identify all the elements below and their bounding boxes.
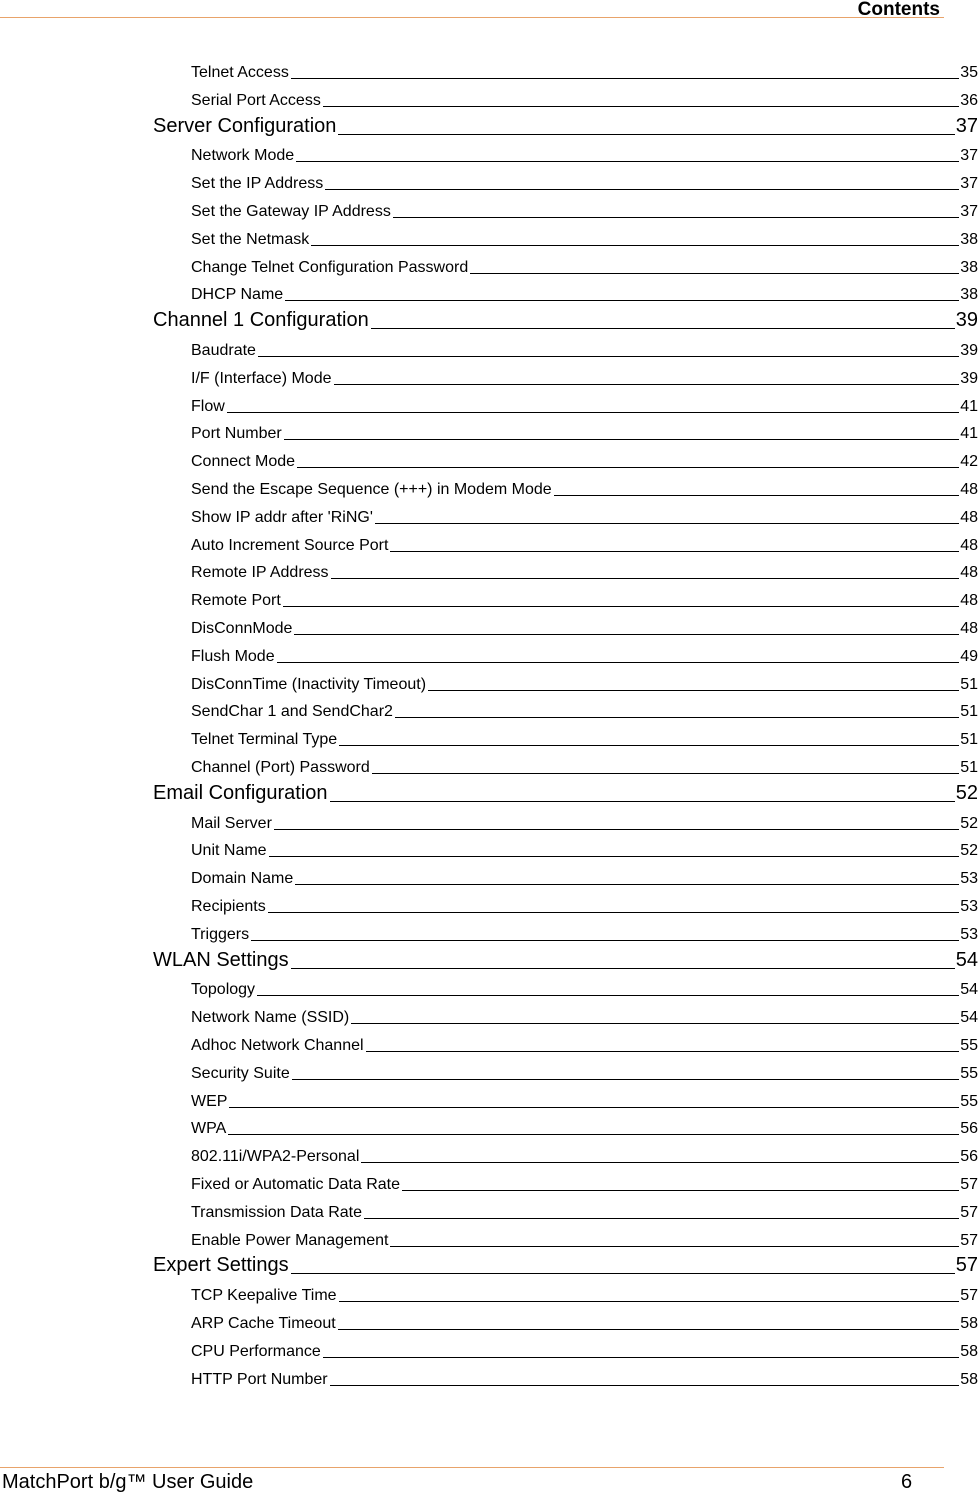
toc-entry-label: WEP xyxy=(191,1092,228,1110)
toc-leader-line xyxy=(227,412,959,413)
toc-entry-page: 51 xyxy=(960,731,978,749)
toc-entry-label: Adhoc Network Channel xyxy=(191,1037,364,1054)
toc-leader-line xyxy=(339,1301,960,1302)
toc-entry-label: Server Configuration xyxy=(153,114,337,137)
toc-subsection-entry[interactable] xyxy=(191,721,978,749)
toc-entry-page: 37 xyxy=(960,175,978,193)
toc-entry-label: Set the Gateway IP Address xyxy=(191,203,391,220)
toc-entry-page: 54 xyxy=(955,948,978,971)
toc-entry-page: 37 xyxy=(960,147,978,165)
toc-leader-line xyxy=(371,328,955,329)
toc-section-entry[interactable] xyxy=(153,110,978,138)
toc-leader-line xyxy=(274,829,959,830)
toc-entry-label: Flow xyxy=(191,397,225,415)
toc-entry-label: Remote IP Address xyxy=(191,564,329,582)
toc-leader-line xyxy=(323,106,959,107)
toc-subsection-entry[interactable] xyxy=(191,693,978,721)
toc-entry-label: Topology xyxy=(191,981,256,999)
toc-entry-label: Telnet Access xyxy=(191,64,289,81)
header-rule xyxy=(0,17,944,18)
toc-entry-label: TCP Keepalive Time xyxy=(191,1287,337,1305)
toc-subsection-entry[interactable] xyxy=(191,832,978,860)
toc-entry-page: 39 xyxy=(960,342,978,359)
toc-entry-page: 42 xyxy=(960,453,978,471)
toc-entry-page: 48 xyxy=(960,592,978,610)
toc-leader-line xyxy=(269,856,960,857)
toc-leader-line xyxy=(325,189,959,190)
toc-entry-label: HTTP Port Number xyxy=(191,1370,328,1388)
toc-entry-label: SendChar 1 and SendChar2 xyxy=(191,703,393,721)
toc-entry-page: 41 xyxy=(960,397,978,415)
toc-leader-line xyxy=(428,690,959,691)
toc-entry-label: Remote Port xyxy=(191,592,281,610)
toc-entry-label: Domain Name xyxy=(191,870,294,888)
toc-entry-page: 48 xyxy=(960,564,978,582)
toc-entry-page: 52 xyxy=(955,781,978,804)
toc-subsection-entry[interactable] xyxy=(191,1277,978,1305)
toc-leader-line xyxy=(366,1051,960,1052)
toc-entry-page: 55 xyxy=(960,1092,978,1110)
footer-rule xyxy=(0,1467,944,1468)
toc-entry-label: WLAN Settings xyxy=(153,948,289,971)
toc-leader-line xyxy=(402,1190,959,1191)
toc-leader-line xyxy=(361,1162,959,1163)
toc-leader-line xyxy=(393,217,959,218)
toc-entry-label: Port Number xyxy=(191,425,282,443)
toc-entry-page: 41 xyxy=(960,425,978,443)
toc-entry-label: Enable Power Management xyxy=(191,1231,389,1249)
toc-entry-page: 53 xyxy=(960,925,978,943)
toc-subsection-entry[interactable] xyxy=(191,582,978,610)
toc-entry-label: Auto Increment Source Port xyxy=(191,536,389,554)
toc-entry-label: DHCP Name xyxy=(191,286,284,304)
toc-subsection-entry[interactable] xyxy=(191,360,978,388)
toc-leader-line xyxy=(470,273,959,274)
toc-subsection-entry[interactable] xyxy=(191,193,978,221)
toc-subsection-entry[interactable] xyxy=(191,805,978,833)
toc-entry-label: 802.11i/WPA2-Personal xyxy=(191,1148,360,1166)
toc-entry-page: 51 xyxy=(960,703,978,721)
toc-subsection-entry[interactable] xyxy=(191,1166,978,1194)
toc-entry-page: 38 xyxy=(960,230,978,248)
toc-entry-label: Network Mode xyxy=(191,147,295,165)
toc-entry-page: 37 xyxy=(955,114,978,137)
toc-leader-line xyxy=(375,523,959,524)
toc-entry-page: 58 xyxy=(960,1370,978,1388)
toc-subsection-entry[interactable] xyxy=(191,1222,978,1250)
toc-entry-page: 57 xyxy=(955,1254,978,1277)
toc-entry-label: Network Name (SSID) xyxy=(191,1009,350,1027)
toc-leader-line xyxy=(277,662,960,663)
toc-leader-line xyxy=(295,884,959,885)
toc-leader-line xyxy=(390,1246,959,1247)
toc-leader-line xyxy=(297,467,959,468)
toc-entry-label: Channel 1 Configuration xyxy=(153,309,369,332)
footer-page-number: 6 xyxy=(901,1471,913,1493)
toc-subsection-entry[interactable] xyxy=(191,332,978,360)
toc-subsection-entry[interactable] xyxy=(191,388,978,416)
toc-subsection-entry[interactable] xyxy=(191,610,978,638)
toc-entry-page: 52 xyxy=(960,814,978,832)
toc-subsection-entry[interactable] xyxy=(191,1027,978,1055)
toc-entry-label: ARP Cache Timeout xyxy=(191,1315,336,1332)
toc-entry-page: 36 xyxy=(960,91,978,109)
toc-entry-page: 57 xyxy=(960,1231,978,1249)
toc-entry-page: 37 xyxy=(960,203,978,220)
toc-subsection-entry[interactable] xyxy=(191,443,978,471)
toc-subsection-entry[interactable] xyxy=(191,415,978,443)
toc-entry-page: 53 xyxy=(960,898,978,915)
toc-entry-page: 58 xyxy=(960,1342,978,1360)
toc-leader-line xyxy=(251,940,959,941)
footer-document-title: MatchPort b/g™ User Guide xyxy=(2,1471,254,1493)
toc-entry-page: 56 xyxy=(960,1148,978,1166)
toc-leader-line xyxy=(228,1134,959,1135)
toc-leader-line xyxy=(334,384,960,385)
toc-entry-label: Security Suite xyxy=(191,1064,290,1082)
toc-leader-line xyxy=(229,1107,959,1108)
toc-entry-label: DisConnMode xyxy=(191,620,293,637)
toc-leader-line xyxy=(294,634,959,635)
toc-leader-line xyxy=(395,717,959,718)
toc-entry-label: I/F (Interface) Mode xyxy=(191,369,332,387)
toc-entry-page: 55 xyxy=(960,1037,978,1054)
toc-entry-label: Show IP addr after 'RiNG' xyxy=(191,508,373,526)
toc-subsection-entry[interactable] xyxy=(191,1361,978,1389)
toc-entry-label: Transmission Data Rate xyxy=(191,1203,363,1221)
toc-subsection-entry[interactable] xyxy=(191,276,978,304)
toc-entry-label: Fixed or Automatic Data Rate xyxy=(191,1176,400,1193)
toc-entry-page: 56 xyxy=(960,1120,978,1138)
toc-entry-page: 55 xyxy=(960,1064,978,1082)
toc-subsection-entry[interactable] xyxy=(191,165,978,193)
toc-entry-page: 35 xyxy=(960,64,978,81)
toc-entry-label: CPU Performance xyxy=(191,1342,321,1360)
toc-entry-page: 39 xyxy=(960,369,978,387)
toc-subsection-entry[interactable] xyxy=(191,999,978,1027)
toc-entry-page: 57 xyxy=(960,1287,978,1305)
toc-entry-label: Triggers xyxy=(191,925,250,943)
toc-subsection-entry[interactable] xyxy=(191,82,978,110)
toc-leader-line xyxy=(285,300,959,301)
toc-entry-label: Connect Mode xyxy=(191,453,296,471)
toc-subsection-entry[interactable] xyxy=(191,1194,978,1222)
toc-subsection-entry[interactable] xyxy=(191,666,978,694)
toc-subsection-entry[interactable] xyxy=(191,137,978,165)
toc-entry-label: Email Configuration xyxy=(153,781,328,804)
toc-entry-page: 48 xyxy=(960,508,978,526)
toc-subsection-entry[interactable] xyxy=(191,1305,978,1333)
toc-leader-line xyxy=(296,161,959,162)
toc-subsection-entry[interactable] xyxy=(191,916,978,944)
toc-entry-label: DisConnTime (Inactivity Timeout) xyxy=(191,675,427,693)
toc-leader-line xyxy=(351,1023,959,1024)
toc-leader-line xyxy=(372,773,959,774)
toc-entry-page: 39 xyxy=(955,309,978,332)
toc-subsection-entry[interactable] xyxy=(191,1083,978,1111)
toc-leader-line xyxy=(257,995,959,996)
toc-subsection-entry[interactable] xyxy=(191,638,978,666)
toc-subsection-entry[interactable] xyxy=(191,221,978,249)
toc-subsection-entry[interactable] xyxy=(191,1055,978,1083)
toc-subsection-entry[interactable] xyxy=(191,249,978,277)
toc-leader-line xyxy=(291,968,955,969)
toc-leader-line xyxy=(283,606,959,607)
toc-entry-label: Baudrate xyxy=(191,342,256,359)
toc-subsection-entry[interactable] xyxy=(191,1333,978,1361)
toc-subsection-entry[interactable] xyxy=(191,971,978,999)
toc-leader-line xyxy=(330,801,955,802)
toc-subsection-entry[interactable] xyxy=(191,527,978,555)
toc-subsection-entry[interactable] xyxy=(191,1138,978,1166)
toc-leader-line xyxy=(339,745,959,746)
toc-leader-line xyxy=(338,134,954,135)
toc-leader-line xyxy=(284,439,960,440)
toc-entry-page: 57 xyxy=(960,1203,978,1221)
toc-leader-line xyxy=(364,1218,959,1219)
toc-entry-page: 48 xyxy=(960,536,978,554)
toc-entry-page: 57 xyxy=(960,1176,978,1193)
toc-entry-label: Expert Settings xyxy=(153,1254,289,1277)
toc-entry-label: Flush Mode xyxy=(191,647,275,665)
toc-entry-page: 54 xyxy=(960,1009,978,1027)
toc-entry-page: 58 xyxy=(960,1315,978,1332)
toc-section-entry[interactable] xyxy=(153,944,978,972)
toc-entry-label: Telnet Terminal Type xyxy=(191,731,338,749)
toc-leader-line xyxy=(338,1329,960,1330)
toc-entry-label: Change Telnet Configuration Password xyxy=(191,258,469,276)
toc-entry-label: Unit Name xyxy=(191,842,267,860)
toc-section-entry[interactable] xyxy=(153,304,978,332)
toc-entry-page: 51 xyxy=(960,675,978,693)
toc-entry-page: 49 xyxy=(960,647,978,665)
toc-leader-line xyxy=(292,1079,959,1080)
toc-leader-line xyxy=(323,1357,959,1358)
toc-subsection-entry[interactable] xyxy=(191,554,978,582)
toc-entry-label: Serial Port Access xyxy=(191,91,321,109)
toc-leader-line xyxy=(258,356,959,357)
toc-section-entry[interactable] xyxy=(153,1249,978,1277)
toc-subsection-entry[interactable] xyxy=(191,54,978,82)
toc-entry-label: Set the IP Address xyxy=(191,175,324,193)
toc-leader-line xyxy=(554,495,960,496)
toc-subsection-entry[interactable] xyxy=(191,888,978,916)
toc-subsection-entry[interactable] xyxy=(191,749,978,777)
toc-entry-page: 52 xyxy=(960,842,978,860)
toc-leader-line xyxy=(330,1385,960,1386)
page-header-title: Contents xyxy=(857,0,940,20)
toc-subsection-entry[interactable] xyxy=(191,499,978,527)
toc-entry-page: 51 xyxy=(960,759,978,776)
toc-leader-line xyxy=(311,245,959,246)
toc-entry-label: Mail Server xyxy=(191,814,272,832)
toc-entry-label: WPA xyxy=(191,1120,227,1138)
toc-entry-page: 54 xyxy=(960,981,978,999)
toc-section-entry[interactable] xyxy=(153,777,978,805)
toc-entry-page: 38 xyxy=(960,258,978,276)
toc-leader-line xyxy=(268,912,960,913)
toc-leader-line xyxy=(291,1273,955,1274)
toc-entry-label: Recipients xyxy=(191,898,266,915)
toc-subsection-entry[interactable] xyxy=(191,1110,978,1138)
toc-leader-line xyxy=(331,578,960,579)
toc-entry-page: 38 xyxy=(960,286,978,304)
toc-leader-line xyxy=(291,78,959,79)
toc-entry-label: Channel (Port) Password xyxy=(191,759,370,776)
toc-entry-label: Set the Netmask xyxy=(191,230,310,248)
toc-entry-page: 53 xyxy=(960,870,978,888)
toc-leader-line xyxy=(390,551,959,552)
toc-entry-label: Send the Escape Sequence (+++) in Modem Mode xyxy=(191,481,552,498)
toc-subsection-entry[interactable] xyxy=(191,471,978,499)
toc-entry-page: 48 xyxy=(960,481,978,498)
toc-subsection-entry[interactable] xyxy=(191,860,978,888)
toc-entry-page: 48 xyxy=(960,620,978,637)
